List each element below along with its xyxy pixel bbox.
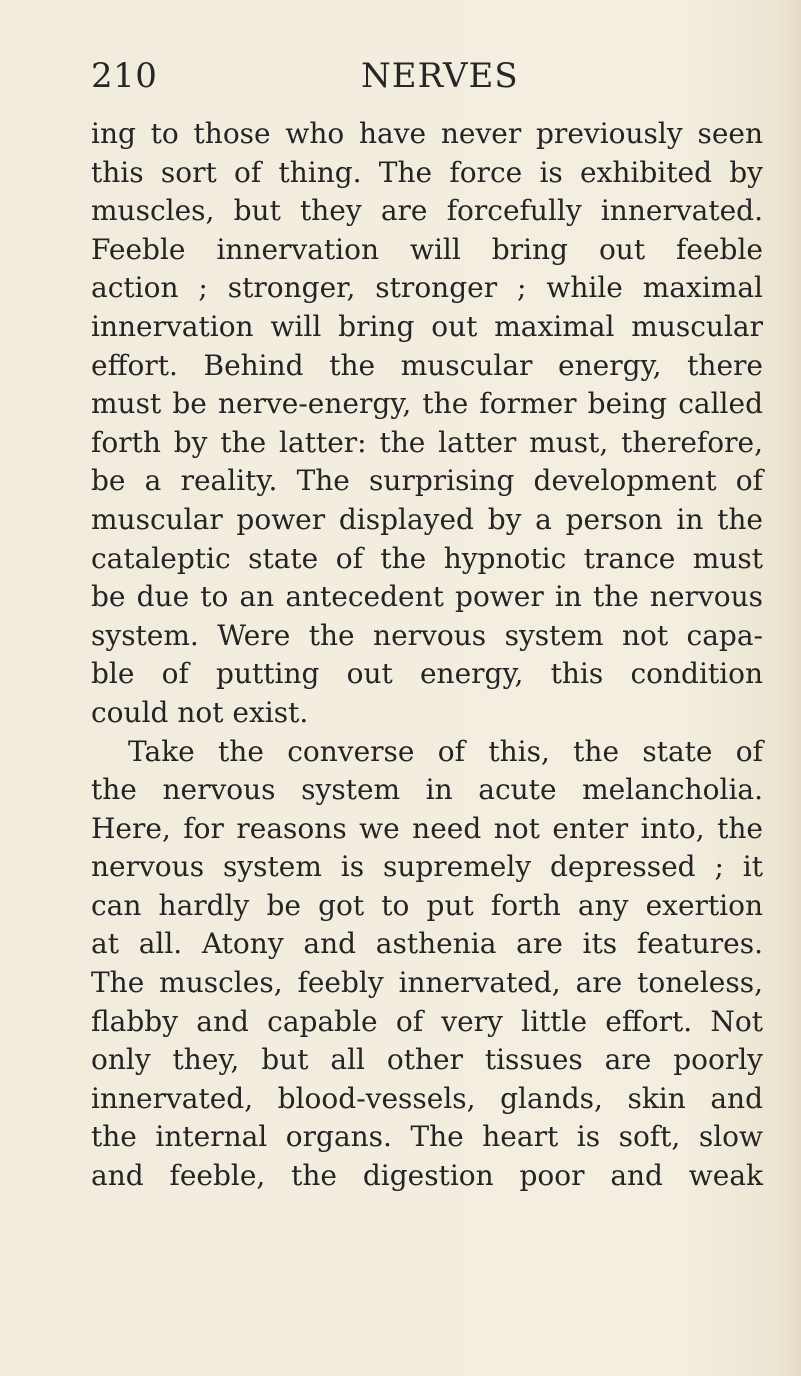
text-line: innervation will bring out maximal muscular: [91, 309, 763, 343]
text-line: system. Were the nervous system not capa-: [91, 618, 763, 652]
text-line: the internal organs. The heart is soft, slow: [91, 1120, 763, 1154]
text-line: at all. Atony and asthenia are its features.: [91, 927, 763, 961]
text-line: action ; stronger, stronger ; while maximal: [91, 271, 763, 305]
text-line: ing to those who have never previously seen: [91, 117, 763, 150]
text-line: innervated, blood-vessels, glands, skin and: [91, 1081, 763, 1115]
text-line: nervous system is supremely depressed ; it: [91, 850, 763, 884]
text-line: be due to an antecedent power in the nervous: [91, 580, 763, 614]
page-number: 210: [91, 56, 158, 96]
text-line: The muscles, feebly innervated, are toneless,: [91, 966, 763, 1000]
text-line: and feeble, the digestion poor and weak: [91, 1159, 763, 1193]
text-line: Feeble innervation will bring out feeble: [91, 232, 763, 266]
text-line: be a reality. The surprising development of: [91, 464, 763, 498]
text-line: Here, for reasons we need not enter into, the: [91, 811, 763, 845]
text-line: must be nerve-energy, the former being called: [91, 387, 763, 421]
text-line: Take the converse of this, the state of: [128, 734, 763, 768]
page-header: [91, 52, 763, 100]
text-line: cataleptic state of the hypnotic trance must: [91, 541, 763, 575]
text-line: effort. Behind the muscular energy, there: [91, 348, 763, 382]
text-line: muscular power displayed by a person in the: [91, 502, 763, 536]
running-head: NERVES: [361, 56, 519, 96]
text-line: ble of putting out energy, this condition: [91, 657, 763, 691]
text-line: muscles, but they are forcefully innervated.: [91, 194, 763, 228]
text-line: flabby and capable of very little effort. Not: [91, 1004, 763, 1038]
text-line: the nervous system in acute melancholia.: [91, 773, 763, 807]
text-line: forth by the latter: the latter must, therefore,: [91, 425, 763, 459]
text-line: only they, but all other tissues are poorly: [91, 1043, 763, 1077]
text-line: this sort of thing. The force is exhibited by: [91, 155, 763, 189]
body-text: [91, 115, 763, 1196]
text-line: can hardly be got to put forth any exertion: [91, 888, 763, 922]
text-line: could not exist.: [91, 695, 309, 729]
